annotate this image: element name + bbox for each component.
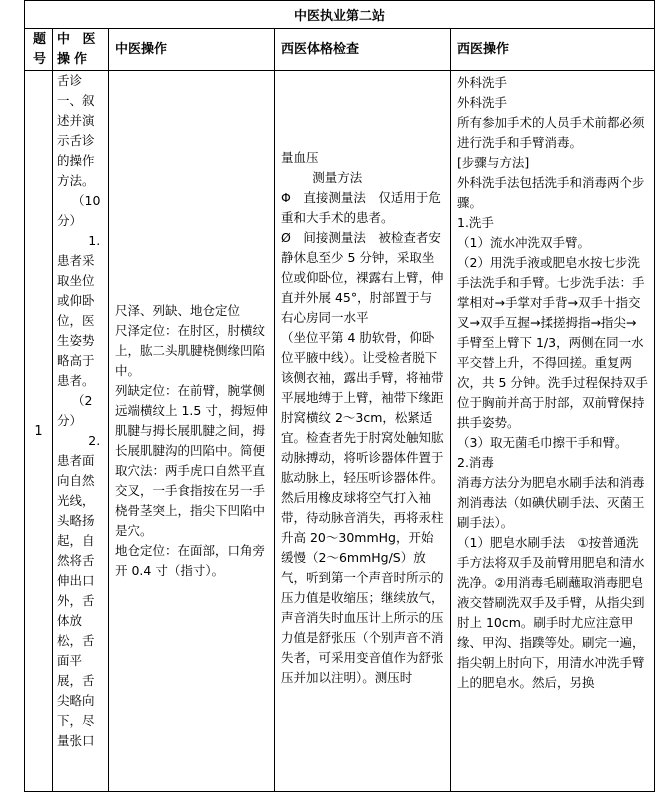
cell-paragraph: 外科洗手 <box>457 75 508 90</box>
cell-paragraph: Ø 间接测量法 被检查者安静休息至少 5 分钟，采取坐位或仰卧位，裸露右上臂，伸直并外展 45°，肘部置于与右心房同一水平 <box>281 230 444 325</box>
cell-paragraph: 外科洗手法包括洗手和消毒两个步骤。 <box>457 175 645 210</box>
exam-table <box>24 0 655 792</box>
cell-paragraph: 2.患者面向自然光线，头略扬起，自然将舌伸出口外，舌体放松，舌面平展，舌尖略向下，尽量张口 <box>57 433 101 748</box>
cell-paragraph: 2.消毒 <box>457 455 494 470</box>
header-question-number: 题号 <box>25 29 53 71</box>
header-tcm-operation-2: 中医操作 <box>109 29 275 71</box>
cell-paragraph: （3）取无菌毛巾擦干手和臂。 <box>457 435 628 450</box>
blood-pressure-cell <box>275 71 451 792</box>
cell-paragraph: 所有参加手术的人员手术前都必须进行洗手和手臂消毒。 <box>457 115 645 150</box>
cell-paragraph: （坐位平第 4 肋软骨，仰卧位平腋中线）。让受检者脱下该侧衣袖，露出手臂，将袖带平展地缚于上臂，袖带下缘距肘窝横纹 2～3cm，松紧适宜。检查者先于肘窝处触知肱动脉搏动，将听诊器体件置于肱动脉上，轻压听诊器体件。然后用橡皮球将空气打入袖带，待动脉音消失，再将汞柱升高 20～30mmHg，开始缓慢（2～6mmHg/S）放气，听到第一个声音时所示的压力值是收缩压；继续放气，声音消失时血压计上所示的压力值是舒张压（个别声音不消失者，可采用变音值作为舒张压并加以注明）。测压时 <box>281 330 444 685</box>
cell-paragraph: （2分） <box>57 393 93 428</box>
header-western-physical-exam: 西医体格检查 <box>275 29 451 71</box>
cell-paragraph: 1.洗手 <box>457 215 494 230</box>
surgical-handwash-cell <box>451 71 655 792</box>
cell-paragraph: 尺泽、列缺、地仓定位 <box>115 303 241 318</box>
cell-paragraph: （1）肥皂水刷手法 ①按普通洗手方法将双手及前臂用肥皂和清水洗净。②用消毒毛刷蘸取消毒肥皂液交替刷洗双手及手臂，从指尖到肘上 10cm。刷手时尤应注意甲缘、甲沟、指蹼等处。刷完一遍，指尖朝上肘向下，用清水冲洗手臂上的肥皂水。然后，另换 <box>457 535 645 690</box>
cell-paragraph: （2）用洗手液或肥皂水按七步洗手法洗手和手臂。七步洗手法：手掌相对→手掌对手背→双手十指交叉→双手互握→揉搓拇指→指尖→手臂至上臂下 1/3，两侧在同一水平交替上升，不得回搓。重复两次，共 5 分钟。洗手过程保持双手位于胸前并高于肘部，双前臂保持拱手姿势。 <box>457 255 648 430</box>
tongue-diagnosis-cell <box>53 71 109 792</box>
cell-paragraph: 测量方法 <box>312 170 363 185</box>
cell-paragraph: 外科洗手 <box>457 95 508 110</box>
cell-paragraph: 量血压 <box>281 150 319 165</box>
table-title: 中医执业第二站 <box>25 1 655 29</box>
header-tcm-operation: 中 医 操作 <box>53 29 109 71</box>
cell-paragraph: 消毒方法分为肥皂水刷手法和消毒剂消毒法（如碘伏刷手法、灭菌王刷手法）。 <box>457 475 645 530</box>
cell-paragraph: [步骤与方法] <box>457 155 530 170</box>
cell-paragraph: 列缺定位：在前臂，腕掌侧远端横纹上 1.5 寸，拇短伸肌腱与拇长展肌腱之间，拇长展肌腱沟的凹陷中。简便取穴法：两手虎口自然平直交叉，一手食指按在另一手桡骨茎突上，指尖下凹陷中是穴。 <box>115 383 268 538</box>
table-row <box>25 71 655 792</box>
cell-paragraph: 舌诊一、叙述并演示舌诊的操作方法。 <box>57 73 95 188</box>
cell-paragraph: 地仓定位：在面部，口角旁开 0.4 寸（指寸）。 <box>115 543 266 578</box>
cell-paragraph: Φ 直接测量法 仅适用于危重和大手术的患者。 <box>281 190 441 225</box>
cell-paragraph: 尺泽定位：在肘区，肘横纹上，肱二头肌腱桡侧缘凹陷中。 <box>115 323 266 378</box>
question-number: 1 <box>25 71 53 792</box>
header-western-operation: 西医操作 <box>451 29 655 71</box>
acupoint-location-cell <box>109 71 275 792</box>
cell-paragraph: （10分） <box>57 193 101 228</box>
cell-paragraph: 1.患者采取坐位或仰卧位，医生姿势略高于患者。 <box>57 233 101 388</box>
cell-paragraph: （1）流水冲洗双手臂。 <box>457 235 590 250</box>
